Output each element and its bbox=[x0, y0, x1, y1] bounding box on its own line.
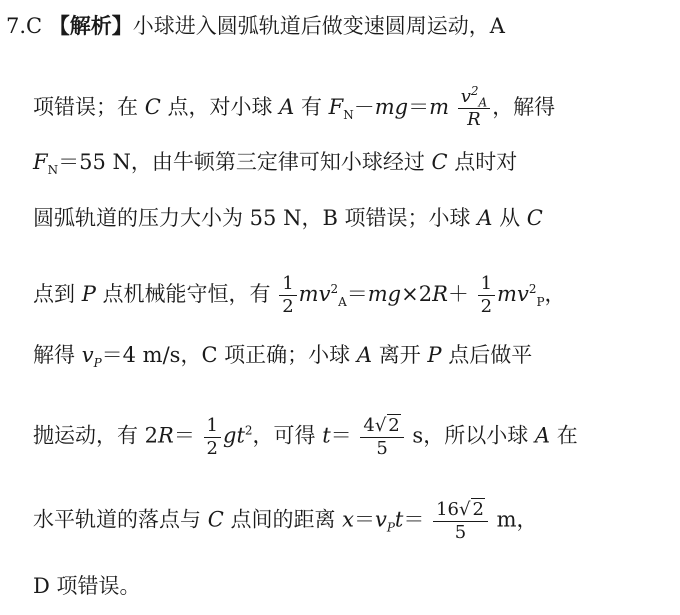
text: 有 bbox=[294, 95, 329, 119]
text: ＝55 N，由牛顿第三定律可知小球经过 bbox=[58, 150, 432, 174]
answer-line-7 bbox=[33, 414, 578, 460]
text: 解得 bbox=[33, 343, 82, 367]
equals: ＝ bbox=[346, 282, 368, 306]
fraction-den: R bbox=[467, 109, 481, 130]
var-v: v bbox=[460, 86, 471, 107]
text: 从 bbox=[492, 206, 527, 230]
var-a: A bbox=[279, 95, 295, 119]
line-1-text: 小球进入圆弧轨道后做变速圆周运动，A bbox=[132, 14, 505, 38]
text: 圆弧轨道的压力大小为 55 N，B 项错误；小球 bbox=[33, 206, 478, 230]
num-16: 16 bbox=[436, 499, 459, 520]
text: ，可得 bbox=[252, 423, 323, 448]
fraction-den: 2 bbox=[206, 437, 218, 459]
equals: ＝ bbox=[408, 95, 430, 119]
fraction-16root2-over-5 bbox=[433, 498, 488, 544]
sub-p: P bbox=[93, 356, 102, 371]
var-a: A bbox=[534, 423, 551, 448]
fraction-num: 1 bbox=[478, 273, 495, 296]
question-number: 7.C bbox=[6, 14, 43, 38]
fraction-num: 1 bbox=[204, 415, 221, 438]
sup-2: 2 bbox=[528, 282, 537, 296]
var-gt: gt bbox=[223, 423, 245, 448]
fraction-den: 5 bbox=[454, 522, 467, 543]
fraction-half bbox=[478, 273, 495, 318]
var-r: R bbox=[432, 282, 448, 306]
fraction-den: 2 bbox=[282, 296, 294, 317]
var-x: x bbox=[342, 507, 354, 532]
text: 点到 bbox=[33, 282, 82, 306]
text: 点时对 bbox=[447, 150, 518, 174]
equals: ＝ bbox=[403, 507, 425, 532]
var-mv: mv bbox=[497, 282, 529, 306]
text: 点，对小球 bbox=[160, 95, 280, 119]
sub-n: N bbox=[343, 108, 354, 123]
answer-line-8 bbox=[33, 498, 538, 544]
var-c: C bbox=[207, 507, 224, 532]
text: 点机械能守恒，有 bbox=[95, 282, 271, 306]
analysis-tag: 【解析】 bbox=[48, 13, 133, 38]
var-p: P bbox=[427, 343, 442, 367]
fraction-den: 5 bbox=[376, 438, 388, 459]
var-v: v bbox=[81, 343, 94, 367]
var-f: F bbox=[33, 150, 48, 174]
sup-2: 2 bbox=[330, 282, 339, 296]
var-p: P bbox=[81, 282, 96, 306]
sup-2: 2 bbox=[470, 84, 479, 98]
var-mg: mg bbox=[367, 282, 402, 306]
var-t: t bbox=[322, 423, 331, 448]
text: 在 bbox=[550, 423, 578, 448]
text: ＝4 m/s，C 项正确；小球 bbox=[101, 343, 357, 367]
text: 点间的距离 bbox=[223, 507, 343, 532]
equals: ＝ bbox=[330, 423, 352, 448]
num-4: 4 bbox=[363, 415, 375, 436]
text: ， bbox=[544, 282, 566, 306]
fraction-num: 4√ 2 bbox=[360, 414, 403, 438]
text: 水平轨道的落点与 bbox=[33, 507, 208, 532]
var-v: v bbox=[374, 507, 387, 532]
var-c: C bbox=[144, 95, 161, 119]
var-t: t bbox=[394, 507, 404, 532]
var-m: m bbox=[429, 95, 450, 119]
var-f: F bbox=[328, 95, 344, 119]
text: D 项错误。 bbox=[33, 574, 141, 598]
var-c: C bbox=[431, 150, 448, 174]
sub-n: N bbox=[47, 163, 59, 178]
answer-line-6 bbox=[33, 343, 533, 371]
sub-p: P bbox=[386, 520, 395, 535]
equals: ＝ bbox=[173, 423, 195, 448]
sqrt-2: 2 bbox=[472, 499, 484, 520]
sub-a: A bbox=[478, 95, 488, 110]
text: 抛运动，有 2 bbox=[33, 423, 159, 448]
text: 点后做平 bbox=[441, 343, 533, 367]
var-r: R bbox=[158, 423, 174, 448]
var-a: A bbox=[477, 206, 493, 230]
fraction-num: 1 bbox=[279, 273, 296, 296]
text: ，解得 bbox=[492, 95, 556, 119]
equals: ＝ bbox=[353, 507, 375, 532]
var-mg: mg bbox=[374, 95, 409, 119]
answer-line-9 bbox=[33, 574, 141, 598]
sup-2: 2 bbox=[244, 423, 253, 438]
fraction-va2-over-r bbox=[458, 86, 490, 131]
minus: － bbox=[353, 95, 375, 119]
var-mv: mv bbox=[298, 282, 331, 306]
var-c: C bbox=[526, 206, 543, 230]
answer-line-4 bbox=[33, 206, 543, 230]
times-2: ×2 bbox=[401, 282, 433, 306]
fraction-num bbox=[458, 86, 490, 109]
fraction-den: 2 bbox=[480, 296, 493, 317]
fraction-half bbox=[204, 415, 221, 460]
sub-p: P bbox=[536, 295, 545, 310]
answer-line-1 bbox=[6, 14, 505, 38]
var-a: A bbox=[356, 343, 373, 367]
plus: ＋ bbox=[447, 282, 469, 306]
answer-line-3 bbox=[33, 150, 518, 178]
text: s，所以小球 bbox=[405, 423, 535, 448]
text: m， bbox=[489, 507, 538, 532]
fraction-num: 16√ 2 bbox=[433, 498, 488, 522]
answer-line-5 bbox=[33, 273, 566, 318]
fraction-half bbox=[279, 273, 296, 318]
sqrt-2: 2 bbox=[388, 415, 400, 436]
text: 项错误；在 bbox=[33, 95, 145, 119]
sub-a: A bbox=[338, 295, 347, 310]
text: 离开 bbox=[372, 343, 428, 367]
answer-line-2 bbox=[33, 86, 555, 131]
fraction-4root2-over-5 bbox=[360, 414, 403, 460]
